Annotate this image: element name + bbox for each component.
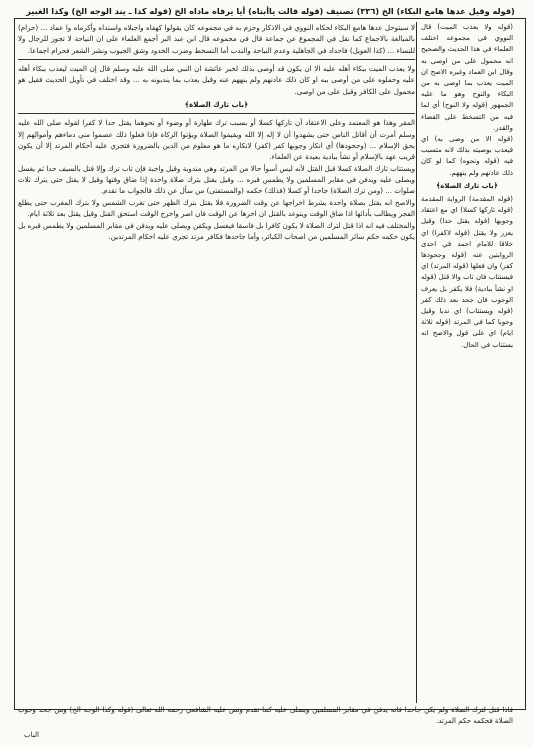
section-rule [18,59,415,60]
catchword: الباب [24,731,39,739]
marginal-commentary [416,22,513,703]
main-text-column [18,22,415,703]
main-paragraph: المقر وهذا هو المعتمد وعلى الاعتقاد أن تاركها كسلا أو بسبب ترك طهارة أو وضوء أو نحوهما يقتل حدا لا كفرا لقوله صلى الله عليه وسلم أمرت أن أقاتل الناس حتى يشهدوا أن لا إله إلا الله ويقيموا الصلاة ويؤتوا الزكاة فإذا فعلوا ذلك عصموا مني دماءهم وأموالهم إلا بحق الإسلام ... (وجحودها) أي انكار وجوبها كفر (كفر) لانكاره ما هو معلوم من الدين بالضرورة فتجري عليه أحكام المرتد إلا أن يكون قريب عهد بالإسلام أو نشأ ببادية بعيدة عن العلماء. [18,118,415,162]
running-head: (قوله وقيل عدها هامع البكاء) الخ (٣٣٦) تصنيف (قوله قالت ياأبتاه) أيا يرفاه ماداه الخ (قوله كذا ـ يند الوجه الخ) وكذا الغبير [26,6,515,16]
main-paragraph: لا سيتوحل عدها هامع البكاء لحكاه النووي في الاذكار وجزم به في مجموعه كان يقولوا كهفاه واجبلاه واسنداه وأكرماه وا عماد ... (حرام) بالمبالغة بالاجماع كما نقل في المجموع عن جماعة قال في مجموعه قال ابن عبد البر أجمع العلماء على ان النياحة لا تجوز للرجال ولا للنساء ... (كذا العويل) فاحداد في الجاهلية وعدم النياحة والندب أما التسخط وضرب الخدود وشق الجيوب ونشر الشعر فحرام اجماعا. [18,23,415,55]
main-paragraph: والاصح انه يقتل بصلاة واحدة بشرط اخراجها عن وقت الضرورة فلا يقتل بترك الظهر حتى تغرب الشمس ولا بترك المغرب حتى يطلع الفجر ويطالب بأدائها اذا ضاق الوقت ويتوعد بالقتل ان اخرها عن الوقت فان اصر واخرج الوقت استحق القتل وقيل يقتل بعد ثلاثة ايام. [18,197,415,219]
main-paragraph: ولا يعذب الميت ببكاء أهله عليه الا ان يكون قد أوصى بذلك لخبر عائشة ان النبي صلى الله عليه وسلم قال إن الميت ليعذب ببكاء أهله عليه وحملوه على من أوصى ببه او كان ذلك عادتهم ولم ينههم عنه وقيل يعذب بما يندبونه به ... وقد اختلف في تأويل الحديث فقيل هو محمول على الكافر وقيل على من اوصى. [18,64,415,96]
margin-section-heading: ﴿باب تارك الصلاة﴾ [436,181,498,190]
margin-paragraph: (قوله الا من وصى به) اي فيعذب بوصيته بذلك لانه متسبب فيه (قوله ونحوه) كما لو كان ذلك عادتهم ولم ينههم. [421,135,513,177]
main-paragraph: والمختلف فيه انه اذا قتل لترك الصلاة لا يكون كافرا بل فاسقا فيغسل ويكفن ويصلى عليه ويدفن في مقابر المسلمين ولا يطمس قبره بل يكون حكمه حكم سائر المسلمين من اصحاب الكبائر، وأما جاحدها فكافر مرتد تجري عليه احكام المرتدين. [18,220,415,241]
margin-paragraph: (قوله المقدمة) الرواية المقدمة (قوله تاركها كسلا) اي مع اعتقاد وجوبها (قوله يقتل حدا) وقيل يعزر ولا يقتل (قوله لاكفرا) اي خلافا للامام احمد في احدى الروايتين عنه (قوله وجحودها كفر) وان فعلها (قوله المرتد) اي فيستتاب فان تاب والا قتل (قوله او نشأ ببادية) فلا يكفر بل يعرف الوجوب فان جحد بعد ذلك كفر (قوله ويستتاب) اي ندبا وقيل وجوبا كما في المرتد (قوله ثلاثة ايام) اي على قول والاصح انه يستتاب في الحال. [421,195,513,349]
section-title: ﴿باب تارك الصلاة﴾ [184,100,249,110]
margin-paragraph: (قوله ولا يعذب الميت) قال النووي في مجموعه اختلف العلماء في هذا الحديث والصحيح انه محمول على من اوصى به وقال ابن العماد وغيره الاصح ان الميت يعذب بما اوصى به من البكاء والنوح وهو ما عليه الجمهور (قوله ولا النوح) أي لما فيه من التسخط على القضاء والقدر. [421,23,513,132]
footer-text: فاذا قتل لترك الصلاة ولم يكن جاحدا فانه يدفن في مقابر المسلمين ويصلى عليه كما تقدم ونص عليه الشافعي رحمه الله تعالى (قوله وكذا الوجه الخ) ومن جحد وجوب الصلاة فحكمه حكم المرتد. [18,706,513,725]
main-paragraph: ويستتاب تارك الصلاة كسلا قبل القتل لأنه ليس أسوأ حالا من المرتد وهي مندوبة وقيل واجبة فإن تاب ترك وإلا قتل بالسيف حدا ثم يغسل ويصلى عليه ويدفن في مقابر المسلمين ولا يطمس قبره ... وقيل يقتل بترك صلاة واحدة إذا ضاق وقتها وقيل لا يقتل حتى يترك ثلاث صلوات ... (ومن ترك الصلاة) جاحدا أو كسلا (فذلك) حكمه (والمستفتى) من سأل عن ذلك فالجواب ما تقدم. [18,163,415,196]
section-rule [18,113,415,114]
